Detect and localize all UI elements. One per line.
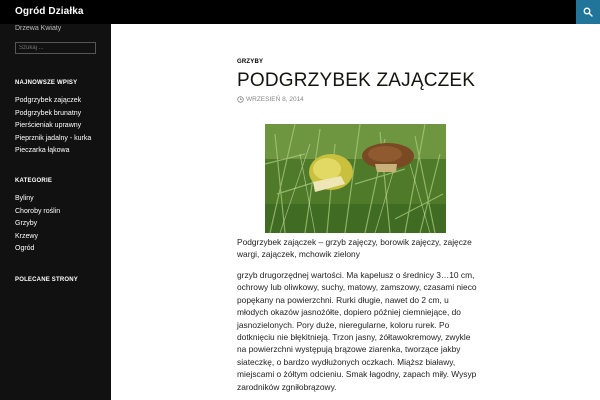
search-toggle-button[interactable] xyxy=(576,0,600,24)
recent-posts-list xyxy=(15,95,91,158)
post-date[interactable] xyxy=(237,96,304,103)
sidebar xyxy=(0,24,111,400)
search-input[interactable] xyxy=(15,42,96,54)
mushroom-photo xyxy=(265,124,446,233)
clock-icon xyxy=(237,96,244,103)
recent-post-link[interactable]: Podgrzybek zajączek xyxy=(15,97,82,104)
recommended-sites-title: POLECANE STRONY xyxy=(15,277,79,283)
post-paragraph: Podgrzybek zajączek – grzyb zajęczy, borowik zajęczy, zajęcze wargi, zajączek, mchowik zielony xyxy=(237,237,472,260)
category-link[interactable]: Ogród xyxy=(15,245,35,252)
categories-list xyxy=(15,193,60,256)
category-link[interactable]: Choroby roślin xyxy=(15,207,61,215)
recent-post-link[interactable]: Pierścieniak uprawny xyxy=(15,122,82,129)
main-content xyxy=(111,24,600,400)
category-link[interactable]: Grzyby xyxy=(15,220,38,227)
post-paragraph: grzyb drugorzędnej wartości. Ma kapelusz o średnicy 3…10 cm, ochrowy lub oliwkowy, suchy, matowy, zamszowy, czasami nieco popękany na powierzchni. Rurki długie, nawet do 2 cm, u młodych okazów jasnożółte, dopiero później ciemniejące, do jasnozielonych. Pory duże, nieregularne, koloru rurek. Po dotknięciu nie błękitnieją. Trzon jasny, żółtawokremowy, zwykle na powierzchni występują brązowe ziarenka, tworzące jakby siateczkę, o bardzo wydłużonych oczkach. Miąższ białawy, miejscami o żółtym odcieniu. Smak łagodny, zapach miły. Wysyp zarodników zgniłobrązowy. xyxy=(237,270,477,392)
site-tagline: Drzewa Kwiaty xyxy=(15,25,62,32)
post-title: PODGRZYBEK ZAJĄCZEK xyxy=(237,70,476,91)
top-header-bar xyxy=(0,0,600,24)
post-category-link[interactable]: GRZYBY xyxy=(237,59,264,65)
categories-title: KATEGORIE xyxy=(15,178,53,184)
recent-post-link[interactable]: Pieczarka łąkowa xyxy=(15,147,70,154)
search-icon xyxy=(583,7,593,17)
site-title-link[interactable]: Ogród Działka xyxy=(15,6,84,17)
category-link[interactable]: Krzewy xyxy=(15,232,38,240)
recent-post-link[interactable]: Pieprznik jadalny - kurka xyxy=(15,134,92,142)
recent-posts-title: NAJNOWSZE WPISY xyxy=(15,80,78,86)
category-link[interactable]: Byliny xyxy=(15,195,34,202)
post-date-text: WRZESIEŃ 8, 2014 xyxy=(246,96,304,103)
recent-post-link[interactable]: Podgrzybek brunatny xyxy=(15,109,82,117)
